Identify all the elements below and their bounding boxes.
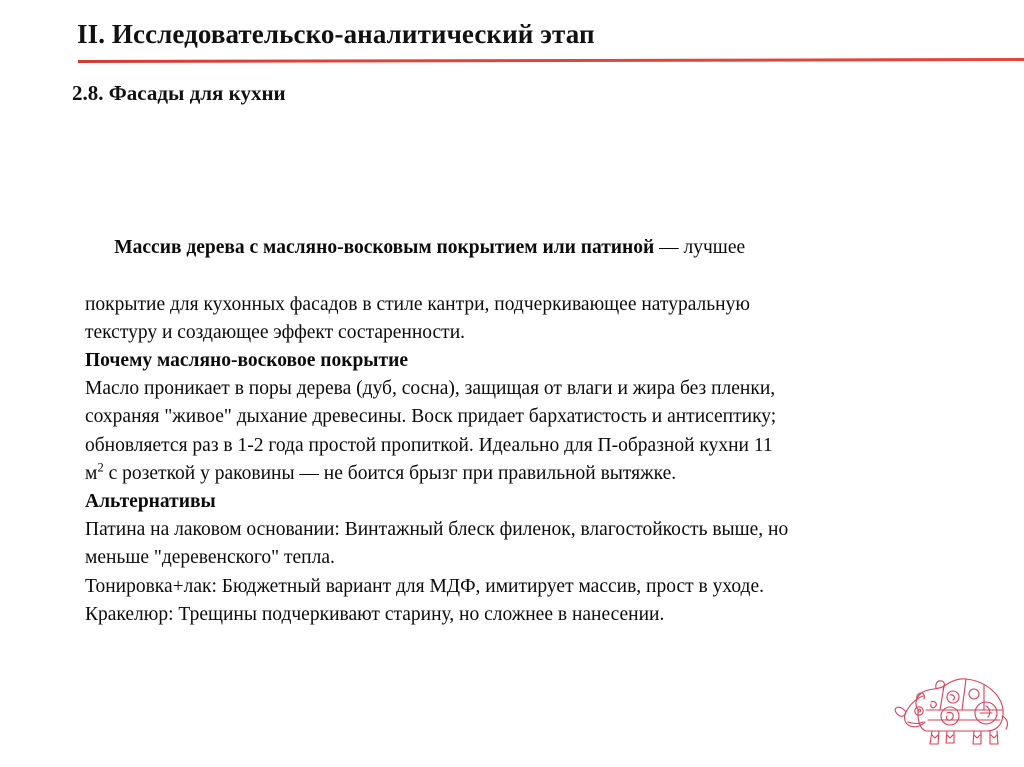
body-line-1 [85,206,885,291]
square-meter-superscript: 2 [97,460,104,475]
body-line-8-post: с розеткой у раковины — не боится брызг при правильной вытяжке. [103,462,677,484]
page-title: II. Исследовательско-аналитический этап [77,19,595,49]
body-line-2: покрытие для кухонных фасадов в стиле кантри, подчеркивающее натуральную [85,293,750,315]
body-line-8 [85,460,885,488]
body-line-1-lead: Массив дерева с масляно-восковым покрытием или патиной [114,237,655,259]
body-heading-why: Почему масляно-восковое покрытие [85,350,408,372]
title-divider [78,58,1024,63]
body-line-7: обновляется раз в 1-2 года простой пропиткой. Идеально для П-образной кухни 11 [85,434,773,456]
body-line-6: сохраняя "живое" дыхание древесины. Воск придает бархатистость и антисептику; [85,406,777,428]
body-line-5: Масло проникает в поры дерева (дуб, сосна), защищая от влаги и жира без пленки, [85,378,776,400]
body-line-8-pre: м [85,462,98,484]
body-line-10: Патина на лаковом основании: Винтажный блеск филенок, влагостойкость выше, но [85,519,789,541]
title-block [0,16,1024,72]
body-text-block [85,206,885,629]
section-subtitle: 2.8. Фасады для кухни [72,81,286,105]
body-line-12: Тонировка+лак: Бюджетный вариант для МДФ, имитирует массив, прост в уходе. [85,575,764,597]
body-line-13: Кракелюр: Трещины подчеркивают старину, но сложнее в нанесении. [85,603,665,625]
body-line-11: меньше "деревенского" тепла. [85,547,335,569]
body-heading-alternatives: Альтернативы [85,491,216,513]
body-line-1-rest: — лучшее [654,237,746,259]
body-line-3: текстуру и создающее эффект состаренности. [85,321,466,343]
rhinoceros-icon [892,666,1014,752]
